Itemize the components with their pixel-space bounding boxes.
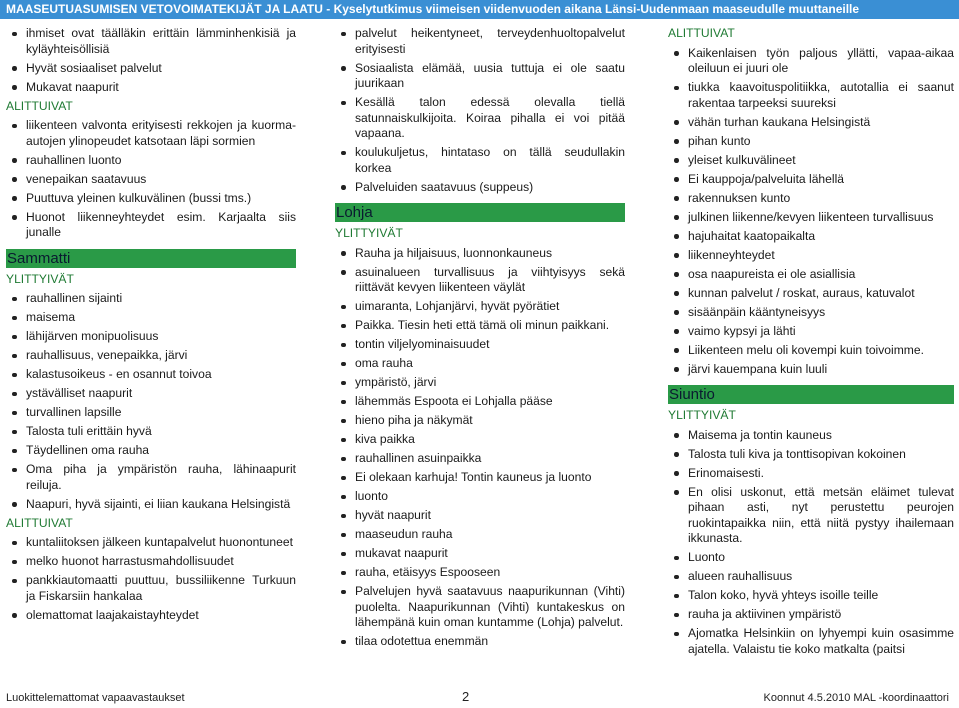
list-item: Luonto <box>668 550 954 566</box>
list-item: yleiset kulkuvälineet <box>668 153 954 169</box>
list-item: pankkiautomaatti puuttuu, bussiliikenne Turkuun ja Fiskarsiin hankalaa <box>6 573 296 604</box>
list-item: Talosta tuli kiva ja tonttisopivan kokoinen <box>668 447 954 463</box>
list-item: rauhallinen asuinpaikka <box>335 451 625 467</box>
section-heading-alittuivat: ALITTUIVAT <box>6 98 73 113</box>
list-item: lähemmäs Espoota ei Lohjalla pääse <box>335 394 625 410</box>
list-item: Liikenteen melu oli kovempi kuin toivoimme. <box>668 343 954 359</box>
list-item: asuinalueen turvallisuus ja viihtyisyys sekä riittävät kevyen liikenteen väylät <box>335 265 625 296</box>
list-item: Palvelujen hyvä saatavuus naapurikunnan (Vihti) puolelta. Naapurikunnan (Vihti) kuntakeskus on lähempänä kuin oman kuntamme (Lohja) palvelut. <box>335 584 625 631</box>
list-col1-c <box>6 291 296 512</box>
section-heading-alittuivat: ALITTUIVAT <box>668 26 735 40</box>
section-heading-ylittyivat: YLITTYIVÄT <box>668 408 736 422</box>
list-item: rauha ja aktiivinen ympäristö <box>668 607 954 623</box>
list-item: lähijärven monipuolisuus <box>6 329 296 345</box>
page-number: 2 <box>462 689 470 704</box>
list-item: palvelut heikentyneet, terveydenhuoltopalvelut erityisesti <box>335 26 625 57</box>
list-item: Ei kauppoja/palveluita lähellä <box>668 172 954 188</box>
list-item: rauhallinen sijainti <box>6 291 296 307</box>
list-item: Täydellinen oma rauha <box>6 443 296 459</box>
list-item: Mukavat naapurit <box>6 80 296 96</box>
list-item: rauhallisuus, venepaikka, järvi <box>6 348 296 364</box>
list-item: rauha, etäisyys Espooseen <box>335 565 625 581</box>
list-item: Kesällä talon edessä olevalla tiellä satunnaiskulkijoita. Koiraa pihalla ei voi pitää vapaana. <box>335 95 625 142</box>
list-item: ystävälliset naapurit <box>6 386 296 402</box>
list-item: olemattomat laajakaistayhteydet <box>6 608 296 624</box>
list-item: kuntaliitoksen jälkeen kuntapalvelut huonontuneet <box>6 535 296 551</box>
list-item: pihan kunto <box>668 134 954 150</box>
list-item: Erinomaisesti. <box>668 466 954 482</box>
list-col2-a <box>335 26 625 195</box>
list-item: Puuttuva yleinen kulkuvälinen (bussi tms.) <box>6 191 296 207</box>
list-item: rauhallinen luonto <box>6 153 296 169</box>
list-item: hajuhaitat kaatopaikalta <box>668 229 954 245</box>
document-header <box>0 0 959 19</box>
list-item: venepaikan saatavuus <box>6 172 296 188</box>
list-col2-b <box>335 246 625 650</box>
list-item: vähän turhan kaukana Helsingistä <box>668 115 954 131</box>
list-item: koulukuljetus, hintataso on tällä seudullakin korkea <box>335 145 625 176</box>
list-item: tontin viljelyominaisuudet <box>335 337 625 353</box>
list-item: Huonot liikenneyhteydet esim. Karjaalta siis junalle <box>6 210 296 241</box>
list-col3-b <box>668 428 954 658</box>
list-item: Ajomatka Helsinkiin on lyhyempi kuin osasimme ajatella. Valaistu tie koko matkalta (paitsi <box>668 626 954 657</box>
list-item: järvi kauempana kuin luuli <box>668 362 954 378</box>
list-item: osa naapureista ei ole asiallisia <box>668 267 954 283</box>
list-item: luonto <box>335 489 625 505</box>
list-col1-b <box>6 118 296 241</box>
list-item: ympäristö, järvi <box>335 375 625 391</box>
list-item: Paikka. Tiesin heti että tämä oli minun paikkani. <box>335 318 625 334</box>
list-item: mukavat naapurit <box>335 546 625 562</box>
list-item: hyvät naapurit <box>335 508 625 524</box>
list-item: Hyvät sosiaaliset palvelut <box>6 61 296 77</box>
list-item: maisema <box>6 310 296 326</box>
list-item: Naapuri, hyvä sijainti, ei liian kaukana Helsingistä <box>6 497 296 513</box>
list-item: melko huonot harrastusmahdollisuudet <box>6 554 296 570</box>
list-item: sisäänpäin kääntyneisyys <box>668 305 954 321</box>
region-heading-siuntio: Siuntio <box>668 385 954 404</box>
section-heading-ylittyivat: YLITTYIVÄT <box>6 271 74 286</box>
list-item: Maisema ja tontin kauneus <box>668 428 954 444</box>
list-col1-d <box>6 535 296 623</box>
region-heading-lohja: Lohja <box>335 203 625 222</box>
list-item: hieno piha ja näkymät <box>335 413 625 429</box>
list-item: Talon koko, hyvä yhteys isoille teille <box>668 588 954 604</box>
list-col1-a <box>6 26 296 95</box>
list-item: tilaa odotettua enemmän <box>335 634 625 650</box>
list-item: Sosiaalista elämää, uusia tuttuja ei ole saatu juurikaan <box>335 61 625 92</box>
list-item: kalastusoikeus - en osannut toivoa <box>6 367 296 383</box>
list-item: maaseudun rauha <box>335 527 625 543</box>
list-item: liikenteen valvonta erityisesti rekkojen ja kuorma-autojen ylinopeudet katsotaan läpi sormien <box>6 118 296 149</box>
list-item: Kaikenlaisen työn paljous yllätti, vapaa-aikaa oleiluun ei juuri ole <box>668 46 954 77</box>
region-heading-sammatti: Sammatti <box>6 249 296 268</box>
header-title: MAASEUTUASUMISEN VETOVOIMATEKIJÄT JA LAATU - Kyselytutkimus viimeisen viidenvuoden aikana Länsi-Uudenmaan maaseudulle muuttaneille <box>6 2 860 16</box>
list-item: tiukka kaavoituspolitiikka, autotallia ei saanut rakentaa tarpeeksi suureksi <box>668 80 954 111</box>
list-item: julkinen liikenne/kevyen liikenteen turvallisuus <box>668 210 954 226</box>
footer-left-text: Luokittelemattomat vapaavastaukset <box>6 692 185 704</box>
list-item: Oma piha ja ympäristön rauha, lähinaapurit reiluja. <box>6 462 296 493</box>
list-item: kiva paikka <box>335 432 625 448</box>
section-heading-alittuivat: ALITTUIVAT <box>6 515 73 530</box>
list-item: ihmiset ovat täälläkin erittäin lämminhenkisiä ja kyläyhteisöllisiä <box>6 26 296 57</box>
list-item: vaimo kypsyi ja lähti <box>668 324 954 340</box>
list-item: Rauha ja hiljaisuus, luonnonkauneus <box>335 246 625 262</box>
column-left <box>6 26 296 627</box>
footer-right-text: Koonnut 4.5.2010 MAL -koordinaattori <box>763 692 949 704</box>
list-item: Talosta tuli erittäin hyvä <box>6 424 296 440</box>
list-item: Palveluiden saatavuus (suppeus) <box>335 180 625 196</box>
list-item: Ei olekaan karhuja! Tontin kauneus ja luonto <box>335 470 625 486</box>
section-heading-ylittyivat: YLITTYIVÄT <box>335 226 403 240</box>
list-col3-a <box>668 46 954 378</box>
list-item: alueen rauhallisuus <box>668 569 954 585</box>
list-item: oma rauha <box>335 356 625 372</box>
list-item: liikenneyhteydet <box>668 248 954 264</box>
list-item: kunnan palvelut / roskat, auraus, katuvalot <box>668 286 954 302</box>
column-right <box>668 26 954 661</box>
column-middle <box>335 26 625 653</box>
list-item: uimaranta, Lohjanjärvi, hyvät pyörätiet <box>335 299 625 315</box>
list-item: rakennuksen kunto <box>668 191 954 207</box>
list-item: turvallinen lapsille <box>6 405 296 421</box>
list-item: En olisi uskonut, että metsän eläimet tulevat pihaan asti, nyt perustettu peurojen ruokintapaikka niin, että niitä pystyy ihailemaan ikkunasta. <box>668 485 954 547</box>
